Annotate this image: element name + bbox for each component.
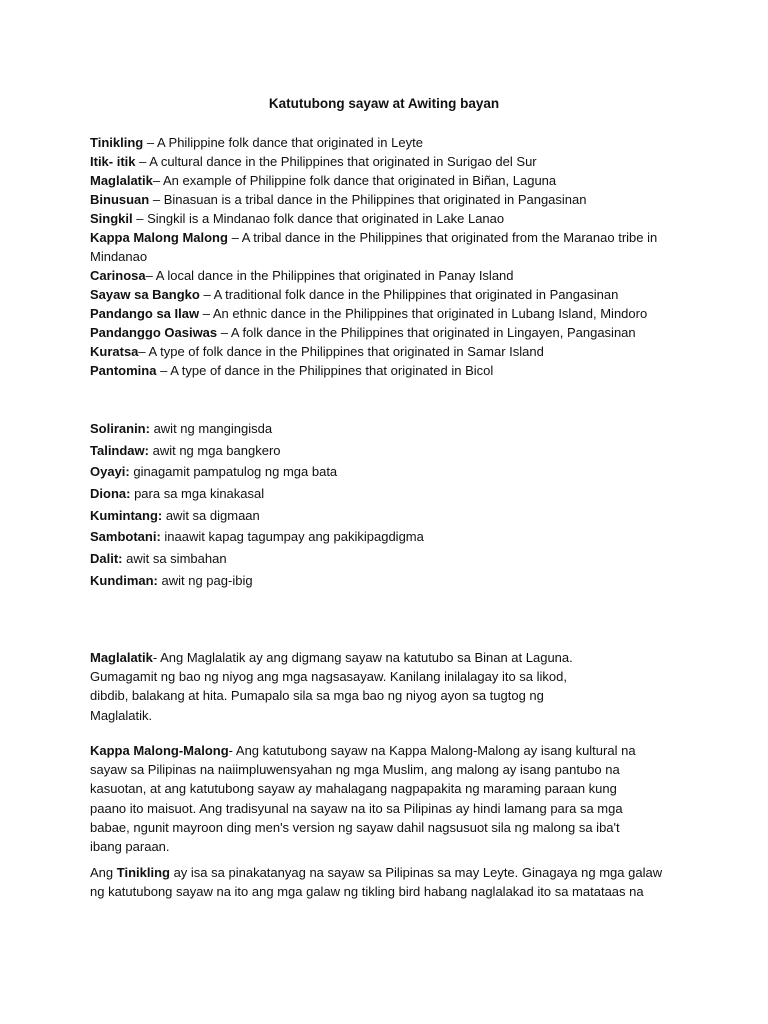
song-desc: awit ng mga bangkero bbox=[148, 442, 281, 458]
song-desc: para sa mga kinakasal bbox=[130, 486, 265, 502]
song-item bbox=[90, 526, 690, 548]
song-item bbox=[90, 461, 690, 483]
dance-item: Binusuan – Binasuan is a tribal dance in the Philippines that originated in Pangasinan bbox=[90, 192, 587, 207]
dance-desc: An ethnic dance in the Philippines that originated in Lubang Island, Mindoro bbox=[212, 306, 648, 321]
dance-desc: A traditional folk dance in the Philippines that originated in Pangasinan bbox=[213, 287, 619, 302]
dance-name: Kuratsa bbox=[90, 344, 139, 359]
document-title: Katutubong sayaw at Awiting bayan bbox=[268, 96, 500, 111]
song-item bbox=[90, 570, 690, 592]
dance-item: Tinikling – A Philippine folk dance that originated in Leyte bbox=[90, 135, 423, 150]
song-item bbox=[90, 505, 690, 527]
dance-desc: A Philippine folk dance that originated in Leyte bbox=[156, 135, 423, 150]
song-name: Talindaw: bbox=[90, 442, 149, 458]
dance-list bbox=[90, 133, 690, 380]
tinikling-paragraph: Ang Tinikling ay isa sa pinakatanyag na sayaw sa Pilipinas sa may Leyte. Ginagaya ng mga galaw ng katutubong sayaw na ito ang mga galaw ng tikling bird habang naglalakad ito sa matataas na bbox=[90, 865, 663, 900]
dance-name: Itik- itik bbox=[90, 154, 136, 169]
dance-name: Kappa Malong Malong bbox=[90, 230, 228, 245]
song-name: Kumintang: bbox=[90, 507, 163, 523]
paragraph-lead: Tinikling bbox=[116, 865, 170, 880]
dance-name: Singkil bbox=[90, 211, 133, 226]
dance-item: Pandango sa Ilaw – An ethnic dance in the Philippines that originated in Lubang Island, Mindoro bbox=[90, 306, 648, 321]
dance-name: Sayaw sa Bangko bbox=[90, 287, 200, 302]
dance-name: Maglalatik bbox=[90, 173, 153, 188]
song-item bbox=[90, 418, 690, 440]
song-name: Dalit: bbox=[90, 551, 123, 567]
song-name: Soliranin: bbox=[90, 421, 150, 436]
song-desc: ginagamit pampatulog ng mga bata bbox=[129, 464, 338, 480]
song-desc: awit sa digmaan bbox=[162, 507, 260, 523]
song-item bbox=[90, 440, 690, 462]
dance-name: Pantomina bbox=[90, 363, 157, 378]
song-name: Kundiman: bbox=[90, 572, 158, 588]
dance-desc: Binasuan is a tribal dance in the Philippines that originated in Pangasinan bbox=[163, 192, 587, 207]
dance-name: Pandanggo Oasiwas bbox=[90, 325, 218, 340]
song-item bbox=[90, 548, 690, 570]
dance-desc: Singkil is a Mindanao folk dance that originated in Lake Lanao bbox=[147, 211, 505, 226]
song-name: Diona: bbox=[90, 486, 131, 502]
dance-name: Carinosa bbox=[90, 268, 146, 283]
dance-name: Pandango sa Ilaw bbox=[90, 306, 200, 321]
dance-item: Itik- itik – A cultural dance in the Philippines that originated in Surigao del Sur bbox=[90, 154, 537, 169]
kappa-malong-paragraph: Kappa Malong-Malong- Ang katutubong sayaw na Kappa Malong-Malong ay isang kultural na sayaw sa Pilipinas na naiimpluwensyahan ng mga Muslim, ang malong ay isang pantubo na kasuotan, at ang katutubong sayaw ay mahalagang nagpapakita ng maraming paraan kung paano ito maisuot. Ang tradisyunal na sayaw na ito sa Pilipinas ay hindi lamang para sa mga babae, ngunit mayroon ding men's version ng sayaw dahil nagsusuot sila ng malong sa iba't ibang paraan. bbox=[90, 743, 636, 855]
song-name: Oyayi: bbox=[90, 464, 130, 480]
maglalatik-paragraph: Maglalatik- Ang Maglalatik ay ang digmang sayaw na katutubo sa Binan at Laguna. Gumagamit ng bao ng niyog ang mga nagsasayaw. Kanilang inilalagay ito sa likod, dibdib, balakang at hita. Pumapalo sila sa mga bao ng niyog ayon sa tugtog ng Maglalatik. bbox=[90, 650, 573, 723]
song-desc: awit sa simbahan bbox=[122, 551, 227, 567]
dance-desc: A tribal dance in the Philippines that originated from the Maranao tribe in Mindanao bbox=[90, 230, 658, 264]
dance-item: Kuratsa– A type of folk dance in the Philippines that originated in Samar Island bbox=[90, 344, 544, 359]
dance-desc: A type of dance in the Philippines that originated in Bicol bbox=[170, 363, 494, 378]
dance-name: Binusuan bbox=[90, 192, 150, 207]
dance-item: Pandanggo Oasiwas – A folk dance in the Philippines that originated in Lingayen, Pangasinan bbox=[90, 325, 636, 340]
dance-item: Maglalatik– An example of Philippine folk dance that originated in Biñan, Laguna bbox=[90, 173, 557, 188]
dance-desc: An example of Philippine folk dance that originated in Biñan, Laguna bbox=[162, 173, 557, 188]
dance-name: Tinikling bbox=[90, 135, 144, 150]
dance-item: Sayaw sa Bangko – A traditional folk dance in the Philippines that originated in Pangasinan bbox=[90, 287, 619, 302]
dance-desc: A cultural dance in the Philippines that originated in Surigao del Sur bbox=[149, 154, 537, 169]
dance-item: Carinosa– A local dance in the Philippines that originated in Panay Island bbox=[90, 268, 514, 283]
dance-item: Pantomina – A type of dance in the Philippines that originated in Bicol bbox=[90, 363, 494, 378]
paragraph-lead: Maglalatik bbox=[90, 650, 153, 665]
song-desc: awit ng mangingisda bbox=[149, 421, 273, 436]
song-name: Sambotani: bbox=[90, 529, 161, 545]
dance-item: Singkil – Singkil is a Mindanao folk dance that originated in Lake Lanao bbox=[90, 211, 505, 226]
dance-item: Kappa Malong Malong – A tribal dance in the Philippines that originated from the Maranao tribe in Mindanao bbox=[90, 230, 658, 264]
song-item bbox=[90, 483, 690, 505]
dance-desc: A folk dance in the Philippines that originated in Lingayen, Pangasinan bbox=[230, 325, 636, 340]
dance-desc: A type of folk dance in the Philippines that originated in Samar Island bbox=[148, 344, 544, 359]
song-list bbox=[90, 418, 690, 592]
song-desc: inaawit kapag tagumpay ang pakikipagdigma bbox=[160, 529, 424, 545]
song-desc: awit ng pag-ibig bbox=[157, 572, 253, 588]
dance-desc: A local dance in the Philippines that originated in Panay Island bbox=[155, 268, 514, 283]
paragraph-lead: Kappa Malong-Malong bbox=[90, 743, 229, 758]
